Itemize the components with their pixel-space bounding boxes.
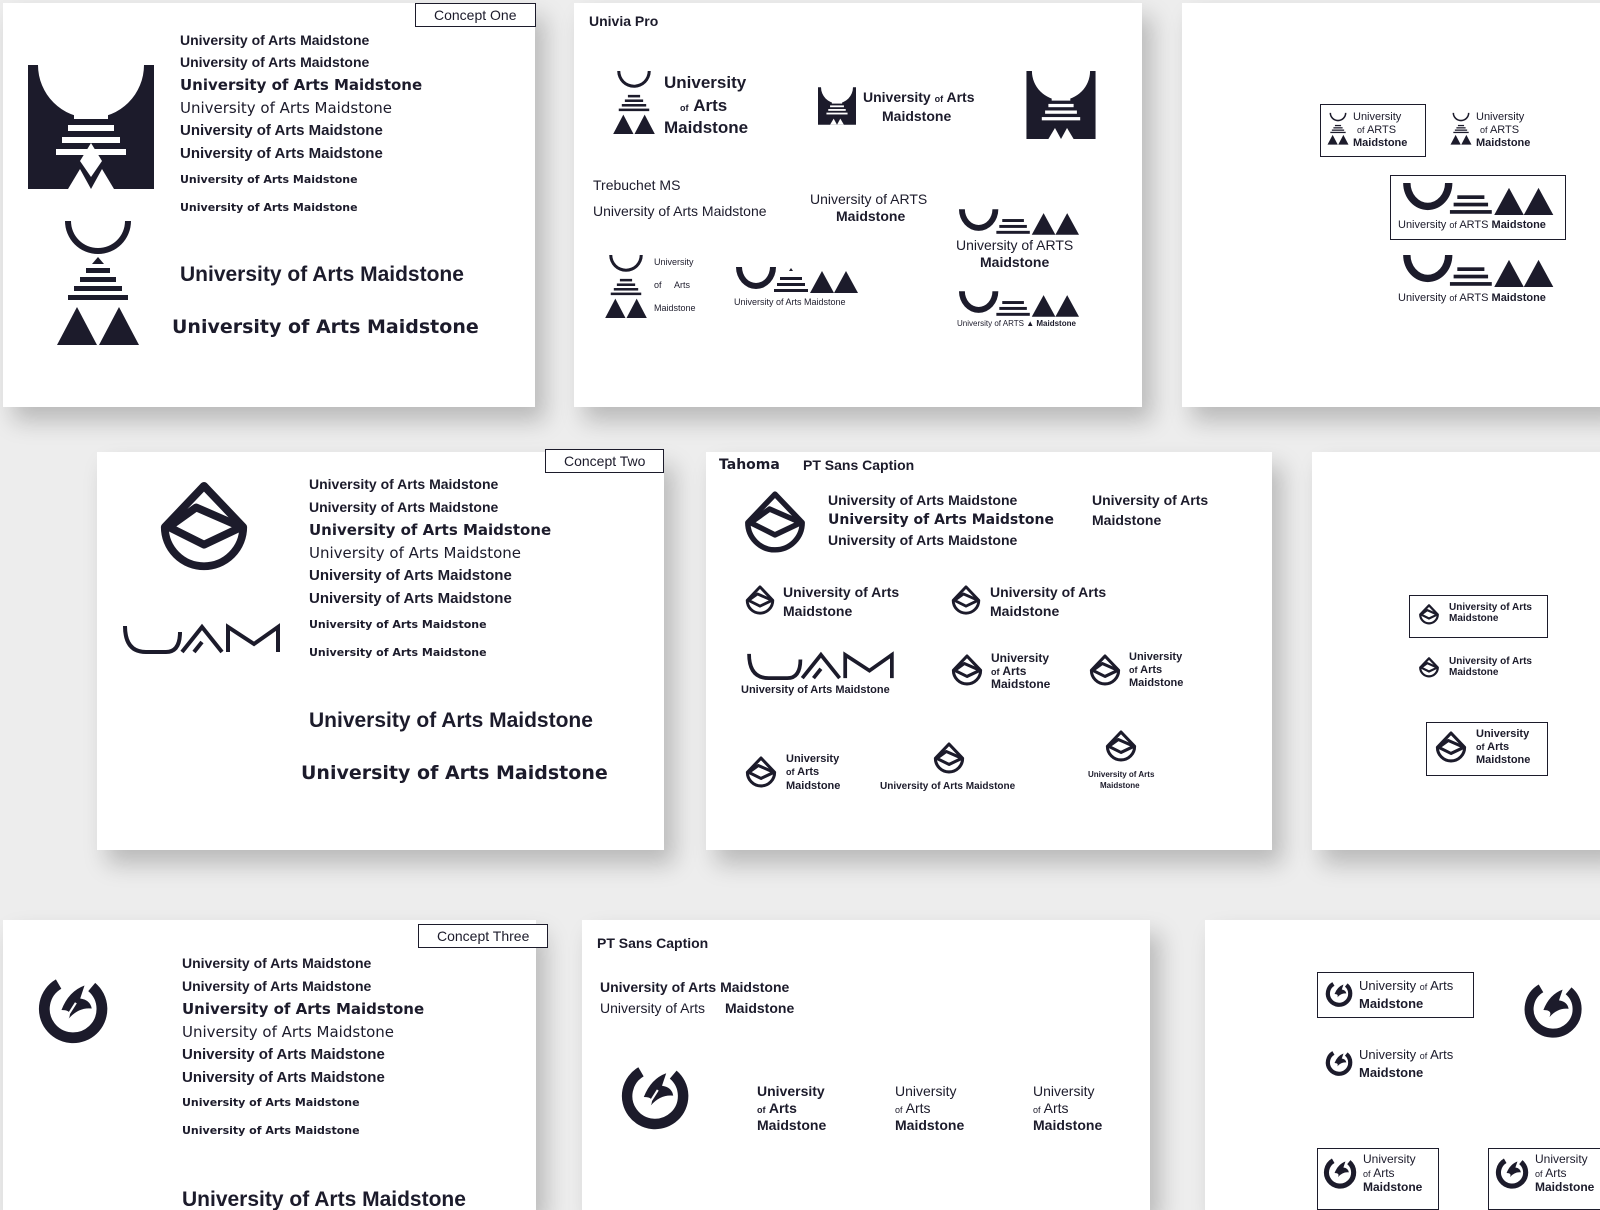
lockup-text: University bbox=[1353, 111, 1402, 123]
lockup-text bbox=[991, 664, 1026, 678]
lockup-text: Maidstone bbox=[836, 208, 906, 224]
of-word: of bbox=[1476, 742, 1485, 752]
concept-one-label: Concept One bbox=[415, 3, 536, 27]
diamond-drop-emblem-icon bbox=[744, 585, 776, 617]
lockup-text: Maidstone bbox=[1449, 613, 1499, 624]
lockup-text: University of Arts bbox=[783, 584, 900, 600]
wordmark-sample: University of Arts Maidstone bbox=[182, 955, 372, 971]
of-word: of bbox=[934, 94, 944, 104]
concept-three-applications-board bbox=[1205, 920, 1600, 1210]
of-word: of bbox=[1033, 1105, 1041, 1115]
font-name-trebuchet: Trebuchet MS bbox=[593, 177, 681, 193]
lockup-text: Maidstone bbox=[990, 603, 1060, 619]
wordmark-sample: University of Arts Maidstone bbox=[593, 203, 767, 219]
wordmark-sample: University of Arts Maidstone bbox=[309, 544, 521, 562]
of-word: of bbox=[1449, 220, 1457, 230]
diamond-drop-emblem-icon bbox=[1434, 731, 1468, 765]
wordmark-sample: University of Arts Maidstone bbox=[309, 590, 512, 607]
uam-horizontal-emblem-icon bbox=[957, 209, 1079, 235]
lockup-text: University of Arts Maidstone bbox=[734, 297, 846, 307]
diamond-drop-emblem-icon bbox=[1104, 730, 1138, 764]
arts-word: ARTS bbox=[1459, 292, 1489, 304]
concept-one-board bbox=[3, 3, 535, 407]
of-word: of bbox=[895, 1105, 903, 1115]
wordmark-sample-large: University of Arts Maidstone bbox=[309, 709, 593, 732]
of-word: of bbox=[1129, 665, 1138, 675]
lockup-text bbox=[680, 96, 727, 116]
lockup-text: Maidstone bbox=[1476, 137, 1531, 149]
wordmark-sample: University of Arts Maidstone bbox=[180, 99, 392, 117]
wordmark-sample: University of Arts Maidstone bbox=[182, 978, 372, 994]
font-name-ptsans: PT Sans Caption bbox=[803, 457, 915, 473]
lockup-text bbox=[863, 89, 974, 105]
arts-word: Arts bbox=[905, 1100, 931, 1116]
of-word: of bbox=[1535, 1169, 1543, 1179]
of-word: of bbox=[680, 103, 689, 113]
lockup-text: Maidstone bbox=[664, 118, 749, 137]
arts-word: ARTS bbox=[1366, 124, 1397, 136]
lockup-text: University bbox=[991, 651, 1050, 665]
diamond-drop-emblem-icon bbox=[155, 480, 253, 578]
arch-pyramid-emblem-tiny-icon bbox=[1327, 110, 1349, 148]
university-word: University bbox=[1398, 292, 1447, 304]
diamond-drop-emblem-icon bbox=[741, 490, 809, 558]
lockup-text: Maidstone bbox=[1129, 677, 1184, 689]
lockup-text: University bbox=[1476, 728, 1530, 740]
maidstone-word: Maidstone bbox=[1491, 292, 1546, 304]
of-word: of bbox=[1419, 1051, 1428, 1061]
of-word: of bbox=[991, 667, 1000, 677]
wordmark-sample: University of Arts Maidstone bbox=[182, 1069, 385, 1086]
arts-word: Arts bbox=[946, 89, 975, 105]
lockup-text: Maidstone bbox=[1359, 1065, 1424, 1080]
lockup-text bbox=[895, 1100, 931, 1116]
wordmark-sample-large: University of Arts Maidstone bbox=[180, 263, 464, 286]
arts-word: ARTS bbox=[1489, 124, 1520, 136]
lockup-text: Maidstone bbox=[1363, 1180, 1423, 1194]
brush-circle-emblem-icon bbox=[1325, 980, 1353, 1008]
lockup-text: University bbox=[1476, 111, 1525, 123]
lockup-text bbox=[1476, 741, 1509, 753]
lockup-text: Maidstone bbox=[1033, 1117, 1103, 1133]
concept-three-board bbox=[3, 920, 536, 1210]
wordmark-sample: University of Arts Maidstone bbox=[180, 122, 383, 139]
lockup-text bbox=[1033, 1100, 1069, 1116]
lockup-text: University bbox=[786, 753, 840, 765]
lockup-text: University of Arts bbox=[1449, 602, 1532, 613]
lockup-text: University bbox=[1363, 1152, 1416, 1166]
uam-monogram-icon bbox=[122, 624, 280, 654]
university-word: University bbox=[1398, 219, 1447, 231]
wordmark-sample: University of Arts Maidstone bbox=[309, 567, 512, 584]
wordmark-sample: University of Arts Maidstone bbox=[828, 532, 1018, 548]
arts-word: Arts bbox=[1430, 1047, 1454, 1062]
diamond-drop-emblem-icon bbox=[744, 756, 778, 790]
of-word: of bbox=[1419, 982, 1428, 992]
lockup-text: Maidstone bbox=[1535, 1180, 1595, 1194]
of-word: of bbox=[1449, 293, 1457, 303]
arts-word: Arts bbox=[1430, 978, 1454, 993]
lockup-text: Maidstone bbox=[786, 780, 841, 792]
lockup-text: University of Arts bbox=[990, 584, 1107, 600]
lockup-text: Maidstone bbox=[1476, 754, 1531, 766]
of-word: of bbox=[757, 1105, 766, 1115]
lockup-text: Maidstone bbox=[783, 603, 853, 619]
lockup-text bbox=[1359, 1047, 1453, 1062]
arts-word: ARTS bbox=[1459, 219, 1489, 231]
lockup-text bbox=[1398, 292, 1546, 304]
wordmark-sample: University of Arts Maidstone bbox=[182, 1124, 360, 1137]
brush-circle-emblem-icon bbox=[1523, 980, 1583, 1040]
uam-monogram-icon bbox=[741, 652, 899, 680]
arts-word: Arts bbox=[1002, 664, 1027, 678]
university-word: University bbox=[863, 89, 931, 105]
arch-pyramid-emblem-icon bbox=[604, 255, 648, 319]
arts-word: Arts bbox=[693, 96, 728, 115]
arts-word: Arts bbox=[797, 766, 820, 778]
wordmark-sample: University of Arts Maidstone bbox=[182, 1046, 385, 1063]
diamond-drop-emblem-icon bbox=[950, 585, 982, 617]
font-name-tahoma: Tahoma bbox=[719, 457, 780, 473]
uam-horizontal-emblem-icon bbox=[734, 267, 858, 293]
lockup-text: University bbox=[1535, 1152, 1588, 1166]
lockup-text bbox=[1359, 978, 1453, 993]
lockup-text: University of Arts Maidstone bbox=[880, 781, 1016, 792]
wordmark-sample-large: University of Arts Maidstone bbox=[301, 762, 608, 784]
lockup-text: Maidstone bbox=[1359, 996, 1424, 1011]
concept-two-applications-board bbox=[1312, 452, 1600, 850]
lockup-text bbox=[786, 766, 819, 778]
lockup-text: University bbox=[757, 1083, 825, 1099]
lockup-text: Maidstone bbox=[882, 108, 952, 124]
diamond-drop-emblem-icon bbox=[950, 654, 984, 688]
of-word: of bbox=[786, 767, 795, 777]
university-word: University bbox=[1359, 978, 1417, 993]
lockup-text bbox=[1398, 219, 1546, 231]
wordmark-sample: University of Arts Maidstone bbox=[309, 476, 499, 492]
concept-two-label: Concept Two bbox=[545, 449, 664, 473]
wordmark-sample: University of Arts Maidstone bbox=[182, 1000, 425, 1018]
wordmark-sample: University of Arts Maidstone bbox=[182, 1023, 394, 1041]
lockup-text: Maidstone bbox=[1100, 781, 1140, 790]
lockup-text: Maidstone bbox=[895, 1117, 965, 1133]
concept-three-label: Concept Three bbox=[418, 924, 548, 948]
lockup-text: University bbox=[1129, 651, 1183, 663]
arts-word: Arts bbox=[1487, 741, 1510, 753]
arch-pyramid-emblem-icon bbox=[55, 221, 141, 347]
wordmark-sample-large: University of Arts Maidstone bbox=[182, 1188, 466, 1210]
wordmark-sample: University of Arts Maidstone bbox=[828, 492, 1018, 508]
wordmark-sample: University of Arts Maidstone bbox=[182, 1096, 360, 1109]
arts-word: Arts bbox=[1545, 1166, 1567, 1180]
brush-circle-emblem-icon bbox=[1325, 1049, 1353, 1077]
lockup-text: University bbox=[654, 257, 694, 267]
lockup-text: University of ARTS bbox=[810, 191, 928, 207]
lockup-text bbox=[757, 1100, 797, 1116]
lockup-text: University of Arts bbox=[1092, 492, 1209, 508]
wordmark-sample: Maidstone bbox=[725, 1000, 795, 1016]
wordmark-sample: University of Arts Maidstone bbox=[309, 499, 499, 515]
uam-horizontal-emblem-icon bbox=[957, 291, 1079, 317]
wordmark-sample: University of Arts Maidstone bbox=[309, 646, 487, 659]
arts-word: Arts bbox=[1043, 1100, 1069, 1116]
diamond-drop-emblem-icon bbox=[1088, 654, 1122, 688]
brush-circle-emblem-icon bbox=[1495, 1156, 1529, 1190]
lockup-text: University bbox=[664, 73, 747, 92]
lockup-text: University of Arts Maidstone bbox=[741, 684, 890, 696]
of-word: of bbox=[1480, 125, 1488, 135]
arts-word: Arts bbox=[1373, 1166, 1395, 1180]
concept-two-board bbox=[97, 452, 664, 850]
arch-pyramid-emblem-tiny-icon bbox=[1450, 110, 1472, 148]
arch-pyramid-emblem-icon bbox=[612, 71, 656, 135]
lockup-text: Maidstone bbox=[1092, 512, 1162, 528]
lockup-text bbox=[1535, 1166, 1567, 1180]
lockup-text: University of Arts bbox=[1088, 770, 1155, 779]
arch-pyramid-emblem-large-icon bbox=[28, 65, 154, 189]
wordmark-sample: University of Arts Maidstone bbox=[600, 979, 790, 995]
wordmark-sample-large: University of Arts Maidstone bbox=[172, 316, 479, 338]
lockup-text: University bbox=[1033, 1083, 1095, 1099]
wordmark-sample: University of Arts Maidstone bbox=[180, 54, 370, 70]
lockup-part: University of ARTS bbox=[957, 319, 1024, 328]
concept-one-applications-board bbox=[1182, 3, 1600, 407]
wordmark-sample: University of Arts Maidstone bbox=[180, 145, 383, 162]
lockup-text bbox=[1357, 124, 1396, 136]
lockup-text: University of ARTS ▲ Maidstone bbox=[957, 319, 1076, 328]
lockup-text: Maidstone bbox=[991, 677, 1051, 691]
font-name-ptsans: PT Sans Caption bbox=[597, 935, 709, 951]
lockup-text: University of ARTS bbox=[956, 237, 1074, 253]
lockup-text: Maidstone bbox=[1449, 667, 1499, 678]
maidstone-word: Maidstone bbox=[1491, 219, 1546, 231]
lockup-text: of bbox=[654, 280, 662, 290]
arts-word: Arts bbox=[1140, 664, 1163, 676]
lockup-text: Maidstone bbox=[654, 303, 696, 313]
font-name-univia: Univia Pro bbox=[589, 13, 659, 29]
uam-horizontal-emblem-icon bbox=[1398, 183, 1556, 215]
brush-circle-emblem-icon bbox=[1323, 1156, 1357, 1190]
diamond-drop-emblem-icon bbox=[1418, 604, 1440, 626]
diamond-drop-emblem-icon bbox=[932, 742, 966, 776]
wordmark-sample: University of Arts Maidstone bbox=[180, 32, 370, 48]
lockup-text: Maidstone bbox=[1353, 137, 1408, 149]
wordmark-sample: University of Arts Maidstone bbox=[180, 76, 423, 94]
wordmark-sample: University of Arts Maidstone bbox=[309, 618, 487, 631]
wordmark-sample: University of Arts Maidstone bbox=[828, 512, 1055, 528]
arts-word: Arts bbox=[768, 1100, 797, 1116]
concept-three-lockups-board bbox=[582, 920, 1150, 1210]
wordmark-sample: University of Arts Maidstone bbox=[309, 521, 552, 539]
arch-pyramid-emblem-medium-icon bbox=[1026, 71, 1096, 139]
lockup-text: University of Arts bbox=[1449, 656, 1532, 667]
lockup-part: Maidstone bbox=[1036, 319, 1076, 328]
wordmark-sample: University of Arts Maidstone bbox=[180, 201, 358, 214]
lockup-text: Maidstone bbox=[980, 254, 1050, 270]
diamond-drop-emblem-icon bbox=[1418, 657, 1440, 679]
wordmark-sample: University of Arts Maidstone bbox=[180, 173, 358, 186]
of-word: of bbox=[1357, 125, 1365, 135]
university-word: University bbox=[1359, 1047, 1417, 1062]
brush-circle-emblem-icon bbox=[620, 1062, 690, 1132]
of-word: of bbox=[1363, 1169, 1371, 1179]
lockup-text bbox=[1480, 124, 1519, 136]
concept-two-lockups-board bbox=[706, 452, 1272, 850]
wordmark-sample: University of Arts bbox=[600, 1000, 706, 1016]
brush-circle-emblem-icon bbox=[37, 974, 109, 1046]
uam-horizontal-emblem-icon bbox=[1398, 255, 1556, 287]
lockup-text: University bbox=[895, 1083, 957, 1099]
lockup-text: Arts bbox=[674, 280, 691, 290]
lockup-text bbox=[1129, 664, 1162, 676]
lockup-text bbox=[1363, 1166, 1395, 1180]
arch-pyramid-emblem-small-icon bbox=[818, 87, 856, 125]
lockup-text: Maidstone bbox=[757, 1117, 827, 1133]
concept-one-lockups-board bbox=[574, 3, 1142, 407]
